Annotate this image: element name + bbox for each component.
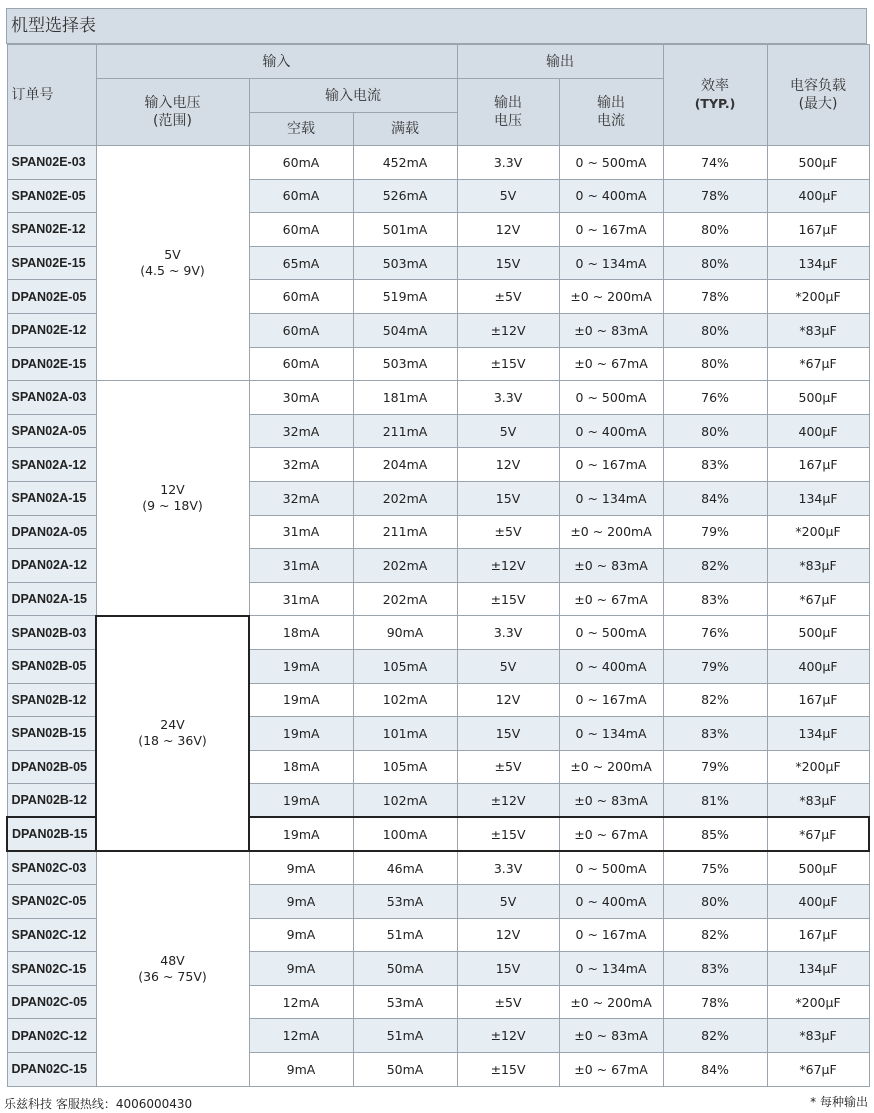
no-load-cell: 65mA: [249, 246, 353, 280]
header-efficiency: [663, 45, 767, 146]
vout-cell: ±15V: [457, 817, 559, 851]
iout-cell: 0 ~ 400mA: [559, 649, 663, 683]
eff-cell: 84%: [663, 1053, 767, 1087]
footer-note: * 每种输出: [810, 1095, 868, 1109]
input-voltage-range: (36 ~ 75V): [138, 968, 207, 984]
eff-cell: 80%: [663, 313, 767, 347]
input-voltage-range: (9 ~ 18V): [142, 497, 203, 513]
vout-cell: 3.3V: [457, 381, 559, 415]
eff-cell: 82%: [663, 549, 767, 583]
full-load-cell: 101mA: [353, 717, 457, 751]
vout-cell: 12V: [457, 918, 559, 952]
cap-cell: *200µF: [767, 280, 869, 314]
no-load-cell: 60mA: [249, 146, 353, 180]
no-load-cell: 60mA: [249, 179, 353, 213]
header-efficiency-typ: (TYP.): [694, 96, 736, 111]
full-load-cell: 503mA: [353, 246, 457, 280]
no-load-cell: 30mA: [249, 381, 353, 415]
no-load-cell: 9mA: [249, 918, 353, 952]
full-load-cell: 53mA: [353, 985, 457, 1019]
no-load-cell: 60mA: [249, 280, 353, 314]
model-cell: DPAN02C-15: [7, 1053, 96, 1087]
cap-cell: 400µF: [767, 414, 869, 448]
model-cell: SPAN02B-05: [7, 649, 96, 683]
full-load-cell: 105mA: [353, 649, 457, 683]
full-load-cell: 204mA: [353, 448, 457, 482]
no-load-cell: 9mA: [249, 952, 353, 986]
cap-cell: 500µF: [767, 851, 869, 885]
vout-cell: ±12V: [457, 313, 559, 347]
iout-cell: ±0 ~ 83mA: [559, 1019, 663, 1053]
model-cell: SPAN02B-15: [7, 717, 96, 751]
vout-cell: 5V: [457, 885, 559, 919]
vout-cell: 12V: [457, 683, 559, 717]
iout-cell: 0 ~ 500mA: [559, 381, 663, 415]
model-cell: SPAN02C-12: [7, 918, 96, 952]
cap-cell: 167µF: [767, 683, 869, 717]
vout-cell: 15V: [457, 246, 559, 280]
header-no-load: 空载: [249, 113, 353, 146]
full-load-cell: 526mA: [353, 179, 457, 213]
page-title: 机型选择表: [6, 8, 867, 44]
model-cell: SPAN02E-15: [7, 246, 96, 280]
iout-cell: ±0 ~ 200mA: [559, 515, 663, 549]
full-load-cell: 501mA: [353, 213, 457, 247]
iout-cell: 0 ~ 400mA: [559, 414, 663, 448]
no-load-cell: 9mA: [249, 885, 353, 919]
cap-cell: *200µF: [767, 750, 869, 784]
eff-cell: 80%: [663, 885, 767, 919]
header-cap-load-label: 电容负载: [790, 78, 847, 94]
vout-cell: ±12V: [457, 784, 559, 818]
cap-cell: *67µF: [767, 817, 869, 851]
cap-cell: 500µF: [767, 146, 869, 180]
eff-cell: 83%: [663, 448, 767, 482]
no-load-cell: 19mA: [249, 817, 353, 851]
eff-cell: 83%: [663, 582, 767, 616]
vout-cell: 3.3V: [457, 616, 559, 650]
eff-cell: 79%: [663, 649, 767, 683]
eff-cell: 81%: [663, 784, 767, 818]
iout-cell: ±0 ~ 67mA: [559, 817, 663, 851]
no-load-cell: 19mA: [249, 649, 353, 683]
iout-cell: ±0 ~ 200mA: [559, 280, 663, 314]
iout-cell: 0 ~ 500mA: [559, 146, 663, 180]
eff-cell: 83%: [663, 952, 767, 986]
header-output-current-1: 输出: [597, 95, 626, 111]
full-load-cell: 102mA: [353, 784, 457, 818]
model-cell: SPAN02C-03: [7, 851, 96, 885]
header-input-current: 输入电流: [249, 79, 457, 113]
model-cell: SPAN02E-12: [7, 213, 96, 247]
eff-cell: 82%: [663, 1019, 767, 1053]
iout-cell: 0 ~ 134mA: [559, 952, 663, 986]
full-load-cell: 100mA: [353, 817, 457, 851]
eff-cell: 78%: [663, 179, 767, 213]
no-load-cell: 31mA: [249, 549, 353, 583]
full-load-cell: 202mA: [353, 481, 457, 515]
vout-cell: ±15V: [457, 1053, 559, 1087]
no-load-cell: 19mA: [249, 784, 353, 818]
model-selection-table: [6, 44, 870, 1087]
header-output: 输出: [457, 45, 663, 79]
eff-cell: 80%: [663, 347, 767, 381]
full-load-cell: 51mA: [353, 1019, 457, 1053]
model-cell: DPAN02A-05: [7, 515, 96, 549]
input-voltage-value: 24V: [160, 717, 185, 733]
full-load-cell: 50mA: [353, 952, 457, 986]
model-cell: DPAN02E-05: [7, 280, 96, 314]
full-load-cell: 105mA: [353, 750, 457, 784]
vout-cell: 15V: [457, 717, 559, 751]
model-cell: DPAN02B-05: [7, 750, 96, 784]
full-load-cell: 102mA: [353, 683, 457, 717]
eff-cell: 85%: [663, 817, 767, 851]
cap-cell: 400µF: [767, 885, 869, 919]
iout-cell: ±0 ~ 200mA: [559, 750, 663, 784]
no-load-cell: 31mA: [249, 515, 353, 549]
model-cell: DPAN02A-12: [7, 549, 96, 583]
header-input-voltage-label: 输入电压: [144, 95, 201, 111]
table-row: [7, 146, 869, 180]
eff-cell: 80%: [663, 414, 767, 448]
table-row: [7, 381, 869, 415]
input-voltage-cell: [96, 146, 249, 381]
no-load-cell: 9mA: [249, 851, 353, 885]
vout-cell: 15V: [457, 952, 559, 986]
iout-cell: 0 ~ 167mA: [559, 448, 663, 482]
model-cell: SPAN02A-15: [7, 481, 96, 515]
no-load-cell: 31mA: [249, 582, 353, 616]
no-load-cell: 18mA: [249, 616, 353, 650]
eff-cell: 76%: [663, 381, 767, 415]
header-efficiency-label: 效率: [701, 78, 730, 94]
full-load-cell: 202mA: [353, 549, 457, 583]
vout-cell: ±12V: [457, 549, 559, 583]
model-cell: SPAN02A-12: [7, 448, 96, 482]
vout-cell: 3.3V: [457, 146, 559, 180]
iout-cell: ±0 ~ 83mA: [559, 313, 663, 347]
model-cell: DPAN02C-05: [7, 985, 96, 1019]
vout-cell: 12V: [457, 448, 559, 482]
iout-cell: 0 ~ 134mA: [559, 717, 663, 751]
no-load-cell: 32mA: [249, 448, 353, 482]
cap-cell: *83µF: [767, 1019, 869, 1053]
header-order-no: 订单号: [7, 45, 96, 146]
cap-cell: 400µF: [767, 179, 869, 213]
vout-cell: 12V: [457, 213, 559, 247]
input-voltage-range: (4.5 ~ 9V): [140, 263, 205, 279]
vout-cell: ±15V: [457, 347, 559, 381]
no-load-cell: 18mA: [249, 750, 353, 784]
no-load-cell: 60mA: [249, 213, 353, 247]
vout-cell: 5V: [457, 179, 559, 213]
header-input: 输入: [96, 45, 457, 79]
model-cell: DPAN02E-12: [7, 313, 96, 347]
eff-cell: 82%: [663, 918, 767, 952]
full-load-cell: 50mA: [353, 1053, 457, 1087]
cap-cell: 500µF: [767, 616, 869, 650]
full-load-cell: 51mA: [353, 918, 457, 952]
header-cap-load-max: (最大): [798, 96, 838, 112]
header-full-load: 满载: [353, 113, 457, 146]
cap-cell: 167µF: [767, 213, 869, 247]
vout-cell: 15V: [457, 481, 559, 515]
full-load-cell: 202mA: [353, 582, 457, 616]
iout-cell: 0 ~ 134mA: [559, 246, 663, 280]
eff-cell: 75%: [663, 851, 767, 885]
iout-cell: 0 ~ 167mA: [559, 213, 663, 247]
cap-cell: 167µF: [767, 448, 869, 482]
cap-cell: 167µF: [767, 918, 869, 952]
model-cell: SPAN02C-15: [7, 952, 96, 986]
cap-cell: *67µF: [767, 347, 869, 381]
eff-cell: 83%: [663, 717, 767, 751]
iout-cell: ±0 ~ 83mA: [559, 549, 663, 583]
cap-cell: *83µF: [767, 784, 869, 818]
no-load-cell: 60mA: [249, 313, 353, 347]
eff-cell: 78%: [663, 985, 767, 1019]
vout-cell: ±5V: [457, 515, 559, 549]
header-output-voltage-1: 输出: [494, 95, 523, 111]
no-load-cell: 12mA: [249, 1019, 353, 1053]
vout-cell: ±5V: [457, 985, 559, 1019]
header-output-current: [559, 79, 663, 146]
vout-cell: 5V: [457, 414, 559, 448]
no-load-cell: 60mA: [249, 347, 353, 381]
input-voltage-value: 5V: [164, 247, 181, 263]
iout-cell: 0 ~ 134mA: [559, 481, 663, 515]
iout-cell: 0 ~ 500mA: [559, 851, 663, 885]
input-voltage-range: (18 ~ 36V): [138, 733, 207, 749]
model-cell: DPAN02C-12: [7, 1019, 96, 1053]
vout-cell: ±5V: [457, 750, 559, 784]
full-load-cell: 53mA: [353, 885, 457, 919]
eff-cell: 79%: [663, 515, 767, 549]
model-cell: DPAN02A-15: [7, 582, 96, 616]
table-row: [7, 616, 869, 650]
iout-cell: ±0 ~ 67mA: [559, 1053, 663, 1087]
header-input-voltage: [96, 79, 249, 146]
no-load-cell: 12mA: [249, 985, 353, 1019]
model-cell: SPAN02A-03: [7, 381, 96, 415]
cap-cell: *83µF: [767, 313, 869, 347]
footer-hotline: 乐兹科技 客服热线：4006000430: [4, 1097, 193, 1111]
cap-cell: 134µF: [767, 717, 869, 751]
iout-cell: 0 ~ 167mA: [559, 683, 663, 717]
iout-cell: ±0 ~ 200mA: [559, 985, 663, 1019]
full-load-cell: 519mA: [353, 280, 457, 314]
cap-cell: *67µF: [767, 582, 869, 616]
cap-cell: *200µF: [767, 985, 869, 1019]
iout-cell: 0 ~ 500mA: [559, 616, 663, 650]
no-load-cell: 19mA: [249, 683, 353, 717]
iout-cell: 0 ~ 400mA: [559, 885, 663, 919]
no-load-cell: 19mA: [249, 717, 353, 751]
header-cap-load: [767, 45, 869, 146]
full-load-cell: 211mA: [353, 414, 457, 448]
eff-cell: 76%: [663, 616, 767, 650]
iout-cell: ±0 ~ 67mA: [559, 582, 663, 616]
no-load-cell: 9mA: [249, 1053, 353, 1087]
table-row: [7, 851, 869, 885]
cap-cell: 134µF: [767, 246, 869, 280]
cap-cell: 500µF: [767, 381, 869, 415]
vout-cell: ±15V: [457, 582, 559, 616]
table-body: [7, 146, 869, 1087]
vout-cell: ±5V: [457, 280, 559, 314]
model-cell: SPAN02B-03: [7, 616, 96, 650]
model-cell: SPAN02E-05: [7, 179, 96, 213]
cap-cell: *83µF: [767, 549, 869, 583]
input-voltage-value: 48V: [160, 952, 185, 968]
eff-cell: 79%: [663, 750, 767, 784]
model-cell: DPAN02E-15: [7, 347, 96, 381]
eff-cell: 78%: [663, 280, 767, 314]
header-input-voltage-range: (范围): [153, 113, 192, 129]
full-load-cell: 90mA: [353, 616, 457, 650]
full-load-cell: 503mA: [353, 347, 457, 381]
model-cell: SPAN02E-03: [7, 146, 96, 180]
model-cell: SPAN02C-05: [7, 885, 96, 919]
cap-cell: 134µF: [767, 481, 869, 515]
input-voltage-value: 12V: [160, 481, 185, 497]
eff-cell: 80%: [663, 246, 767, 280]
model-cell: SPAN02B-12: [7, 683, 96, 717]
full-load-cell: 452mA: [353, 146, 457, 180]
input-voltage-cell: [96, 381, 249, 616]
no-load-cell: 32mA: [249, 414, 353, 448]
eff-cell: 84%: [663, 481, 767, 515]
eff-cell: 80%: [663, 213, 767, 247]
full-load-cell: 504mA: [353, 313, 457, 347]
cap-cell: *67µF: [767, 1053, 869, 1087]
iout-cell: ±0 ~ 83mA: [559, 784, 663, 818]
iout-cell: ±0 ~ 67mA: [559, 347, 663, 381]
vout-cell: 5V: [457, 649, 559, 683]
vout-cell: 3.3V: [457, 851, 559, 885]
model-cell: SPAN02A-05: [7, 414, 96, 448]
header-output-current-2: 电流: [597, 113, 626, 129]
full-load-cell: 46mA: [353, 851, 457, 885]
input-voltage-cell: [96, 616, 249, 851]
cap-cell: 400µF: [767, 649, 869, 683]
model-cell: DPAN02B-15: [7, 817, 96, 851]
vout-cell: ±12V: [457, 1019, 559, 1053]
iout-cell: 0 ~ 400mA: [559, 179, 663, 213]
header-output-voltage-2: 电压: [494, 113, 523, 129]
full-load-cell: 211mA: [353, 515, 457, 549]
input-voltage-cell: [96, 851, 249, 1086]
iout-cell: 0 ~ 167mA: [559, 918, 663, 952]
eff-cell: 82%: [663, 683, 767, 717]
header-output-voltage: [457, 79, 559, 146]
no-load-cell: 32mA: [249, 481, 353, 515]
cap-cell: 134µF: [767, 952, 869, 986]
full-load-cell: 181mA: [353, 381, 457, 415]
cap-cell: *200µF: [767, 515, 869, 549]
model-cell: DPAN02B-12: [7, 784, 96, 818]
eff-cell: 74%: [663, 146, 767, 180]
